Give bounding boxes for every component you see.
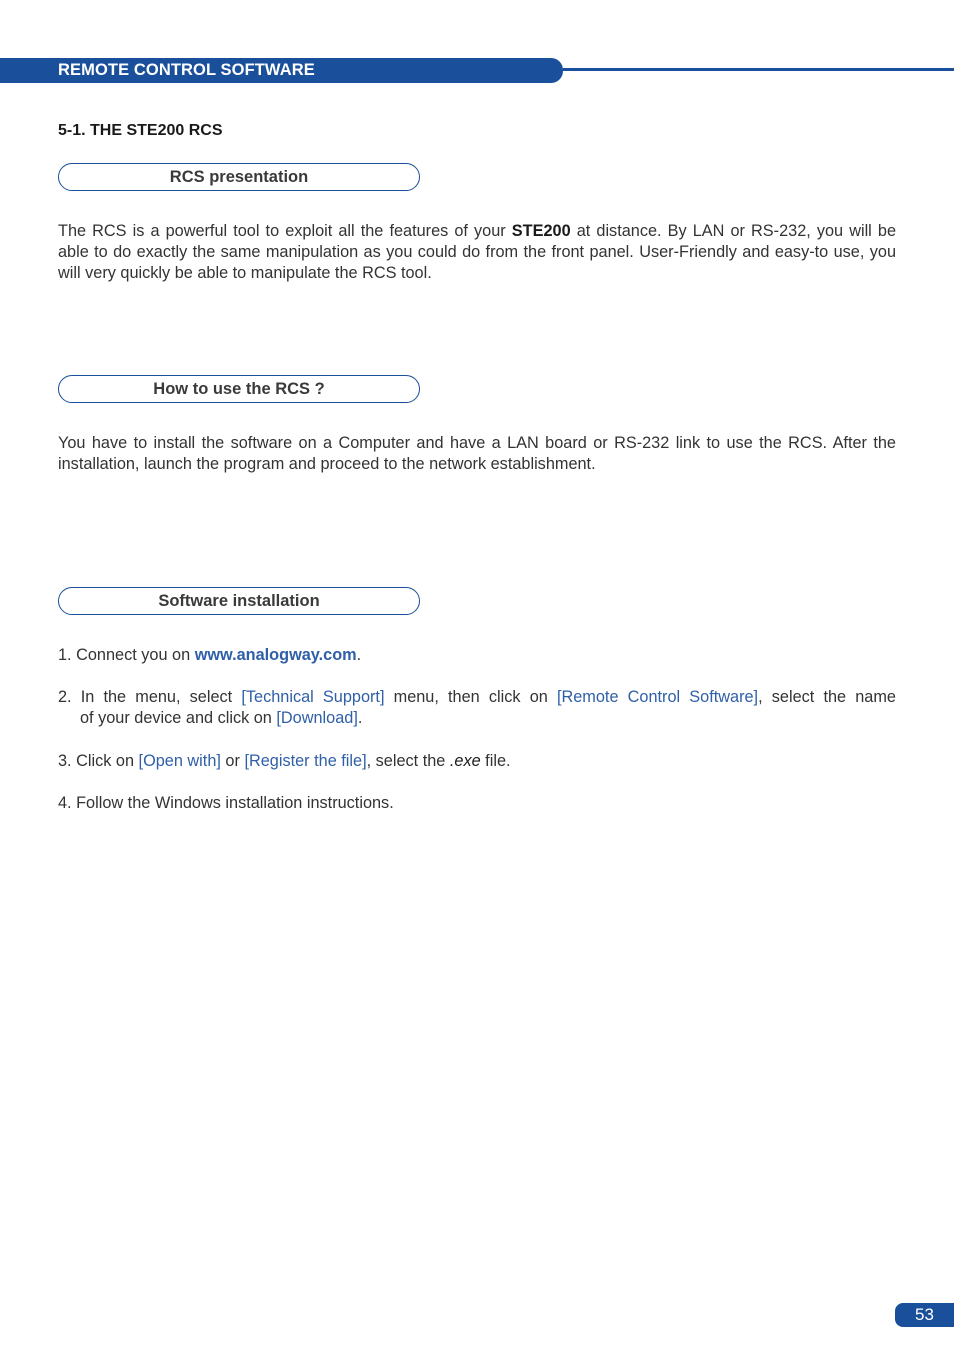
step2-end: . — [357, 709, 363, 727]
analogway-link[interactable]: www.analogway.com — [194, 646, 357, 664]
how-to-use-text: You have to install the software on a Computer and have a LAN board or RS-232 link to use the RCS. After the installation, launch the program and proceed to the network establishment. — [58, 434, 896, 473]
step2-part2: menu, then click on — [384, 688, 557, 706]
step3-part3: , select the — [366, 752, 450, 770]
software-installation-heading: Software installation — [58, 587, 420, 615]
presentation-text-2: at distance. By LAN or RS-232, you will be able to do exactly the same manipulation as you could do from the front panel. User-Friendly and easy-to use, you will very quickly be able to manipulate the RCS tool. — [58, 222, 896, 282]
how-to-use-heading: How to use the RCS ? — [58, 375, 420, 403]
header-title: REMOTE CONTROL SOFTWARE — [58, 61, 315, 79]
step1-suffix: . — [356, 646, 362, 664]
remote-control-software-menu: [Remote Control Software] — [556, 688, 759, 706]
technical-support-menu: [Technical Support] — [241, 688, 385, 706]
presentation-text-1: The RCS is a powerful tool to exploit all the features of your — [58, 222, 512, 240]
register-file-option: [Register the file] — [244, 752, 367, 770]
install-step-4: 4. Follow the Windows installation instructions. — [58, 794, 394, 812]
step1-prefix: 1. Connect you on — [58, 646, 195, 664]
step3-part1: 3. Click on — [58, 752, 139, 770]
step2-line-1 — [58, 687, 896, 708]
step2-line-2 — [58, 708, 896, 729]
page-number: 53 — [895, 1303, 954, 1327]
exe-extension: .exe — [449, 752, 481, 770]
install-step-1 — [58, 645, 896, 666]
step3-part4: file. — [480, 752, 511, 770]
install-step-3 — [58, 751, 896, 772]
step2-line2-text: of your device and click on — [80, 709, 277, 727]
step2-part1: 2. In the menu, select — [58, 688, 242, 706]
header-divider — [563, 68, 954, 71]
product-name: STE200 — [511, 222, 571, 240]
rcs-presentation-heading: RCS presentation — [58, 163, 420, 191]
download-menu: [Download] — [276, 709, 358, 727]
install-step-2 — [58, 687, 896, 729]
step2-part3: , select the name — [758, 688, 896, 706]
section-title: 5-1. THE STE200 RCS — [58, 122, 223, 139]
rcs-presentation-text — [58, 221, 896, 284]
step3-part2: or — [220, 752, 245, 770]
open-with-option: [Open with] — [138, 752, 221, 770]
